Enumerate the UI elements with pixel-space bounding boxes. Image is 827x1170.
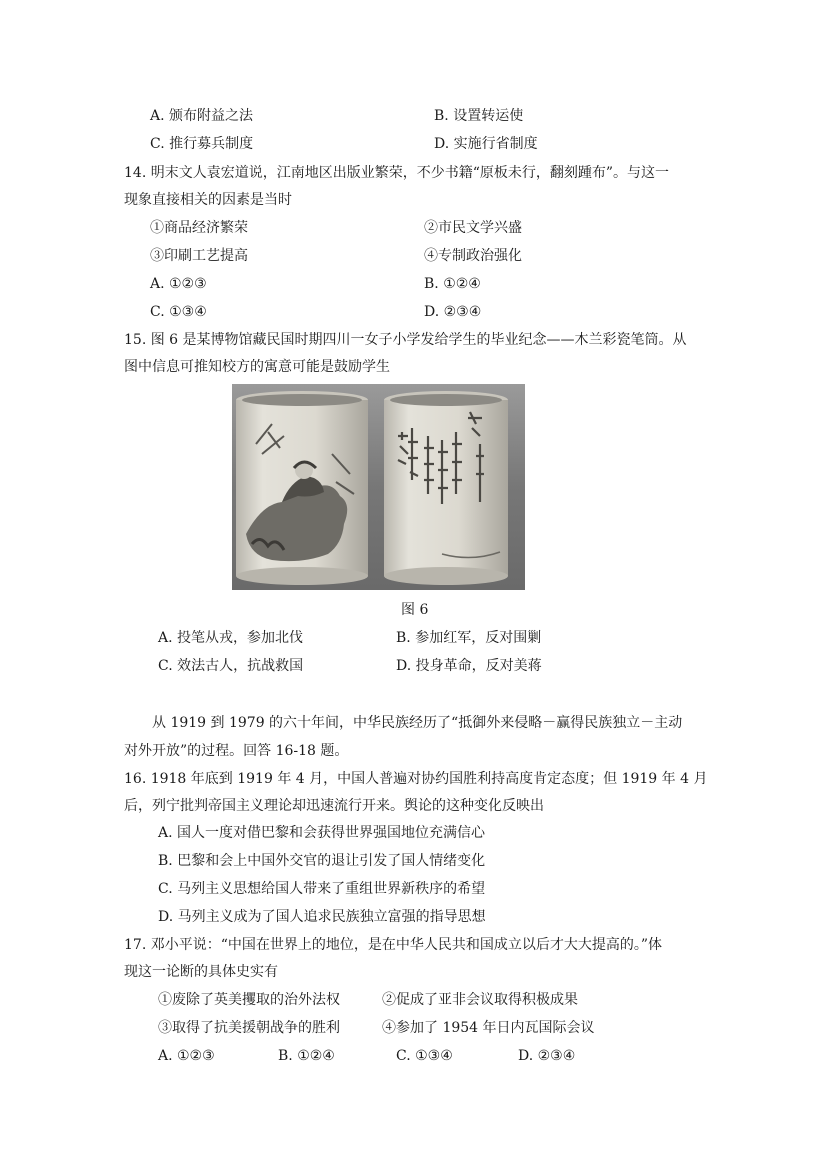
q14-stem-line2: 现象直接相关的因素是当时 (124, 192, 292, 208)
q14-option-a: A. ①②③ (150, 276, 207, 292)
q14-item-4: ④专制政治强化 (424, 248, 522, 264)
q14-option-b: B. ①②④ (424, 276, 481, 292)
brush-pot-left (236, 391, 368, 585)
q15-option-c: C. 效法古人，抗战救国 (158, 658, 304, 674)
brush-pot-right (384, 391, 508, 585)
q17-option-b: B. ①②④ (278, 1048, 335, 1064)
q16-stem-line1: 16. 1918 年底到 1919 年 4 月，中国人普遍对协约国胜利持高度肯定态度；但 1919 年 4 月 (124, 771, 708, 787)
q16-option-c: C. 马列主义思想给国人带来了重组世界新秩序的希望 (158, 881, 486, 897)
q16-option-b: B. 巴黎和会上中国外交官的退让引发了国人情绪变化 (158, 853, 486, 869)
q17-option-a: A. ①②③ (158, 1048, 215, 1064)
q14-option-d: D. ②③④ (424, 304, 482, 320)
q14-item-2: ②市民文学兴盛 (424, 220, 522, 236)
q16-option-d: D. 马列主义成为了国人追求民族独立富强的指导思想 (158, 909, 486, 925)
q17-item-4: ④参加了 1954 年日内瓦国际会议 (382, 1020, 595, 1036)
q14-option-c: C. ①③④ (150, 304, 207, 320)
q17-option-c: C. ①③④ (396, 1048, 453, 1064)
q14-item-3: ③印刷工艺提高 (150, 248, 248, 264)
q15-stem-line2: 图中信息可推知校方的寓意可能是鼓励学生 (124, 359, 390, 375)
intro-line1: 从 1919 到 1979 的六十年间，中华民族经历了“抵御外来侵略－赢得民族独立－主动 (152, 715, 683, 731)
q17-stem-line2: 现这一论断的具体史实有 (124, 964, 278, 980)
q14-stem-line1: 14. 明末文人袁宏道说，江南地区出版业繁荣，不少书籍“原板未行，翻刻踵布”。与这一 (124, 165, 670, 181)
q17-item-2: ②促成了亚非会议取得积极成果 (382, 992, 578, 1008)
figure-6-caption: 图 6 (401, 602, 429, 618)
q13-option-a: A. 颁布附益之法 (150, 108, 254, 124)
q17-item-1: ①废除了英美攫取的治外法权 (158, 992, 340, 1008)
q13-option-b: B. 设置转运使 (434, 108, 524, 124)
q14-item-1: ①商品经济繁荣 (150, 220, 248, 236)
q17-option-d: D. ②③④ (518, 1048, 576, 1064)
q13-option-d: D. 实施行省制度 (434, 136, 538, 152)
q17-item-3: ③取得了抗美援朝战争的胜利 (158, 1020, 340, 1036)
q17-stem-line1: 17. 邓小平说：“中国在世界上的地位，是在中华人民共和国成立以后才大大提高的。”体 (124, 937, 663, 953)
q15-option-d: D. 投身革命，反对美蒋 (396, 658, 542, 674)
figure-6-photo (232, 384, 525, 590)
q15-option-a: A. 投笔从戎，参加北伐 (158, 630, 304, 646)
q15-stem-line1: 15. 图 6 是某博物馆藏民国时期四川一女子小学发给学生的毕业纪念——木兰彩瓷笔筒。从 (124, 332, 687, 348)
q15-option-b: B. 参加红军，反对围剿 (396, 630, 542, 646)
q16-stem-line2: 后，列宁批判帝国主义理论却迅速流行开来。舆论的这种变化反映出 (124, 798, 544, 814)
q13-option-c: C. 推行募兵制度 (150, 136, 254, 152)
intro-line2: 对外开放”的过程。回答 16-18 题。 (124, 743, 349, 759)
q16-option-a: A. 国人一度对借巴黎和会获得世界强国地位充满信心 (158, 825, 486, 841)
